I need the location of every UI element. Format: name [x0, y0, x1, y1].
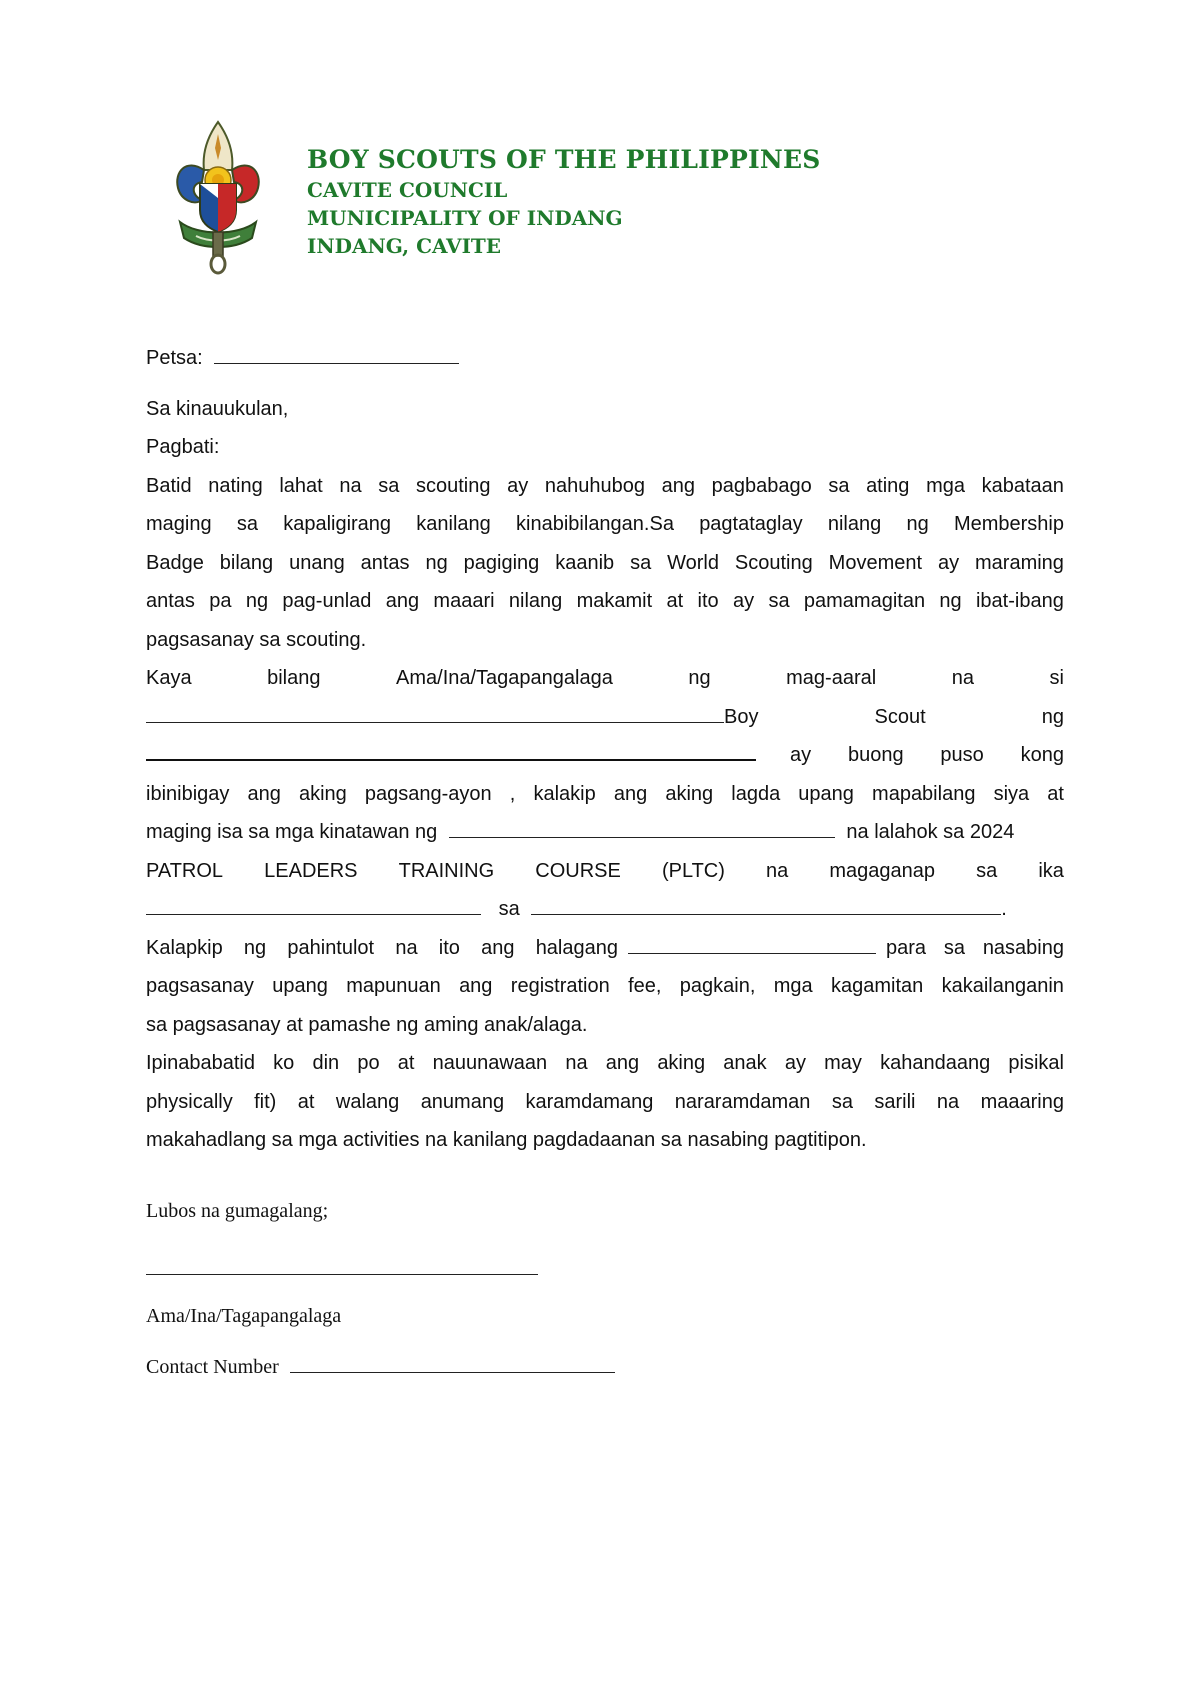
paragraph-4-line-3: makahadlang sa mga activities na kanilang pagdadaanan sa nasabing pagtitipon. — [146, 1129, 867, 1151]
letterhead — [172, 118, 821, 278]
paragraph-3-line-1-words-b — [886, 929, 1064, 968]
word: sa — [630, 551, 652, 574]
word: ibinibigay — [146, 782, 230, 805]
word: bilang — [219, 551, 274, 574]
contact-number-line — [146, 1354, 615, 1379]
word: pagiging — [463, 551, 540, 574]
word: makamit — [576, 590, 653, 612]
word: at — [297, 1090, 315, 1113]
word: ng — [906, 513, 929, 535]
word: unang — [289, 551, 345, 574]
municipality-name: MUNICIPALITY OF INDANG — [307, 206, 623, 230]
word: na — [936, 1090, 960, 1113]
word: fit) — [254, 1090, 277, 1113]
word: may — [824, 1052, 862, 1074]
word: anumang — [420, 1090, 505, 1113]
word: antas — [146, 590, 195, 612]
word: kakailanganin — [941, 975, 1064, 997]
paragraph-1-line-2 — [146, 505, 1064, 544]
greeting: Pagbati: — [146, 436, 220, 458]
word: buong — [847, 744, 904, 766]
paragraph-3-line-2 — [146, 967, 1064, 1006]
word: Ipinababatid — [146, 1052, 255, 1074]
paragraph-1-line-4 — [146, 582, 1064, 621]
word: kapaligirang — [283, 513, 392, 535]
word: sa — [236, 513, 258, 535]
word: at — [397, 1052, 415, 1074]
word: sa — [943, 936, 965, 959]
word: sarili — [874, 1090, 916, 1113]
sa-word: sa — [498, 898, 520, 920]
venue-blank[interactable] — [531, 896, 1001, 915]
word: maaari — [433, 590, 495, 612]
student-name-blank[interactable] — [146, 704, 724, 723]
word: ng — [688, 667, 711, 689]
word: upang — [798, 782, 854, 805]
ng-word: ng — [1041, 705, 1064, 728]
word: ang — [459, 975, 493, 997]
word: TRAINING — [398, 859, 495, 882]
date-label: Petsa: — [146, 347, 203, 369]
word: po — [357, 1052, 380, 1074]
paragraph-3-line-1 — [146, 929, 1064, 968]
paragraph-2-line-3-words — [790, 736, 1064, 775]
word: sa — [828, 474, 850, 497]
word: Scouting — [734, 551, 813, 574]
word: Movement — [828, 551, 923, 574]
word: LEADERS — [264, 859, 358, 882]
paragraph-2-line-7 — [146, 890, 1064, 929]
word: ay — [784, 1052, 806, 1074]
word: Batid — [146, 474, 192, 497]
word: kanilang — [416, 513, 491, 535]
salutation: Sa kinauukulan, — [146, 397, 289, 420]
word: pag-unlad — [282, 590, 372, 612]
word: sa — [768, 590, 790, 612]
word: kahandaang — [880, 1052, 991, 1074]
scout-word: Scout — [874, 705, 926, 728]
boy-word: Boy — [724, 705, 759, 728]
word: nahuhubog — [544, 474, 645, 497]
word: pamamagitan — [803, 590, 926, 612]
paragraph-4-line-2 — [146, 1083, 1064, 1122]
word: Kaya — [146, 667, 192, 689]
schedule-date-blank[interactable] — [146, 896, 481, 915]
word: sa — [976, 859, 998, 882]
word: bilang — [267, 667, 321, 689]
word: ang — [605, 1052, 640, 1074]
word: World — [667, 551, 719, 574]
signature-line[interactable] — [146, 1256, 538, 1281]
paragraph-3-line-3: sa pagsasanay at pamashe ng aming anak/alaga. — [146, 1013, 588, 1036]
participation-text: na lalahok sa 2024 — [846, 821, 1015, 843]
word: pagtataglay — [699, 513, 803, 535]
word: scouting — [415, 474, 491, 497]
word: kabataan — [981, 474, 1064, 497]
word: anak — [723, 1052, 767, 1074]
word: ng — [245, 590, 269, 612]
word: siya — [993, 782, 1030, 805]
word: ng — [425, 551, 448, 574]
letter-body — [146, 339, 1064, 1160]
word: Ama/Ina/Tagapangalaga — [396, 667, 613, 689]
word: din — [312, 1052, 340, 1074]
word: si — [1049, 667, 1064, 689]
word: aking — [657, 1052, 706, 1074]
organization-name: BOY SCOUTS OF THE PHILIPPINES — [307, 145, 821, 174]
representative-text: maging isa sa mga kinatawan ng — [146, 821, 438, 843]
paragraph-2-line-1 — [146, 659, 1064, 698]
word: at — [666, 590, 684, 612]
word: mag-aaral — [786, 667, 877, 689]
word: upang — [272, 975, 328, 997]
word: ika — [1038, 859, 1064, 882]
word: antas — [360, 551, 410, 574]
word: ang — [481, 936, 515, 959]
word: maging — [146, 513, 212, 535]
paragraph-2-line-4 — [146, 775, 1064, 814]
word: lahat — [279, 474, 323, 497]
word: sa — [831, 1090, 853, 1113]
word: ay — [790, 744, 812, 766]
word: aking — [665, 782, 714, 805]
word: mapabilang — [872, 782, 976, 805]
valediction: Lubos na gumagalang; — [146, 1200, 329, 1222]
word: maraming — [975, 551, 1064, 574]
word: kaanib — [555, 551, 615, 574]
paragraph-2-line-6 — [146, 852, 1064, 891]
word: Membership — [953, 513, 1064, 535]
word: na — [339, 474, 362, 497]
contact-number-blank[interactable] — [290, 1354, 615, 1373]
word: COURSE — [535, 859, 621, 882]
paragraph-1-line-5: pagsasanay sa scouting. — [146, 628, 367, 651]
word: para — [886, 936, 927, 959]
word: na — [951, 667, 974, 689]
word: pagsasanay — [146, 975, 254, 997]
word: kong — [1020, 744, 1064, 766]
word: (PLTC) — [661, 859, 725, 882]
word: Badge — [146, 551, 204, 574]
word: ang — [661, 474, 695, 497]
date-blank[interactable] — [214, 345, 459, 364]
word: PATROL — [146, 859, 224, 882]
word: registration — [510, 975, 610, 997]
period: . — [1001, 898, 1007, 920]
word: sa — [378, 474, 400, 497]
word: puso — [940, 744, 984, 766]
word: magaganap — [829, 859, 936, 882]
school-name-blank[interactable] — [146, 741, 756, 761]
paragraph-2-line-2 — [146, 698, 1064, 737]
word: ibat-ibang — [975, 590, 1064, 612]
word: pagkain, — [679, 975, 756, 997]
location-name: INDANG, CAVITE — [307, 234, 502, 258]
word: physically — [146, 1090, 233, 1113]
word: lagda — [731, 782, 781, 805]
word: halagang — [535, 936, 618, 959]
word: at — [1047, 782, 1064, 805]
word: aking — [298, 782, 347, 805]
council-name: CAVITE COUNCIL — [307, 178, 508, 202]
paragraph-1-line-1 — [146, 467, 1064, 506]
word: ko — [273, 1052, 295, 1074]
word: Kalapkip — [146, 936, 223, 959]
paragraph-2-line-3 — [146, 736, 1064, 775]
word: ang — [247, 782, 281, 805]
word: pagsang-ayon — [364, 782, 492, 805]
letterhead-text — [307, 144, 820, 260]
word: ang — [385, 590, 420, 612]
word: na — [565, 1052, 588, 1074]
word: pa — [209, 590, 232, 612]
word: pagbabago — [711, 474, 812, 497]
word: ang — [613, 782, 648, 805]
word: karamdamang — [525, 1090, 654, 1113]
word: walang — [335, 1090, 400, 1113]
word: pisikal — [1008, 1052, 1064, 1074]
contact-number-label: Contact Number — [146, 1356, 279, 1378]
word: maaaring — [980, 1090, 1064, 1113]
word: nilang — [508, 590, 563, 612]
word: mapunuan — [346, 975, 441, 997]
paragraph-2-line-5 — [146, 813, 1064, 852]
amount-blank[interactable] — [628, 935, 876, 954]
word: kinabibilangan.Sa — [516, 513, 674, 535]
word: fee, — [628, 975, 662, 997]
paragraph-1-line-3 — [146, 544, 1064, 583]
paragraph-3-line-1-words-a — [146, 929, 618, 968]
word: nasabing — [982, 936, 1064, 959]
word: na — [395, 936, 418, 959]
word: ay — [937, 551, 960, 574]
representative-blank[interactable] — [449, 819, 835, 838]
word: nauunawaan — [432, 1052, 548, 1074]
word: mga — [926, 474, 965, 497]
paragraph-4-line-1 — [146, 1044, 1064, 1083]
bsp-fleur-de-lis-emblem-icon — [172, 118, 264, 276]
word: nilang — [827, 513, 882, 535]
word: kalakip — [533, 782, 596, 805]
word: ng — [243, 936, 267, 959]
word: mga — [773, 975, 813, 997]
word: , — [509, 782, 516, 805]
word: ay — [732, 590, 755, 612]
word: nararamdaman — [674, 1090, 811, 1113]
signatory-label: Ama/Ina/Tagapangalaga — [146, 1305, 342, 1327]
word: ng — [939, 590, 962, 612]
word: ay — [507, 474, 529, 497]
word: kagamitan — [830, 975, 924, 997]
word: pahintulot — [287, 936, 375, 959]
word: ito — [438, 936, 460, 959]
word: nating — [208, 474, 263, 497]
word: ating — [866, 474, 910, 497]
word: na — [766, 859, 789, 882]
word: ito — [697, 590, 719, 612]
date-line — [146, 339, 1064, 378]
